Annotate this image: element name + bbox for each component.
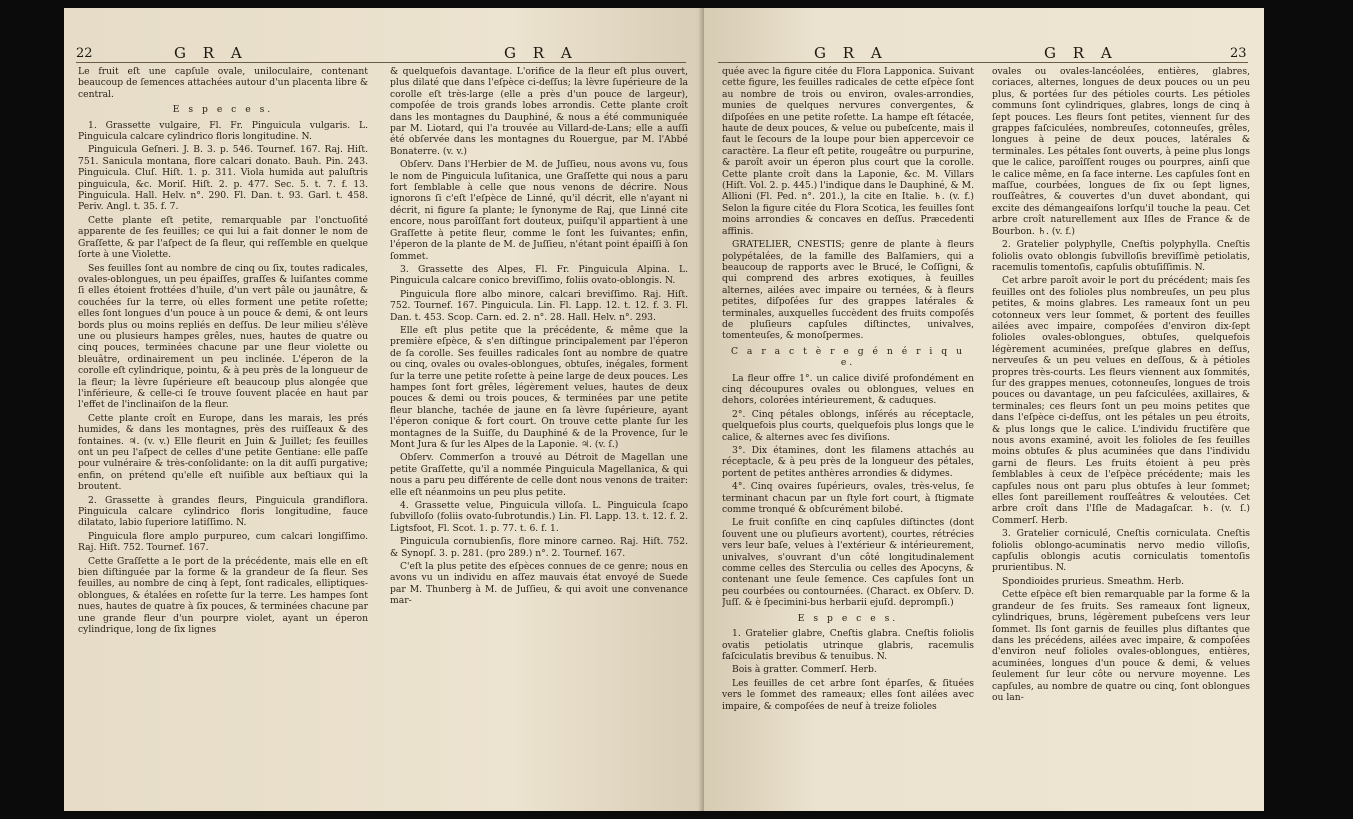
right-column-1 xyxy=(722,66,974,806)
paragraph: quée avec la figure citée du Flora Lapponica. Suivant cette figure, les feuilles radicales de cette eſpèce ſont au nombre de trois ou environ, ovales-arrondies, munies de quelques nervures convergentes, & diſpoſées en une petite roſette. La hampe eſt ſétacée, haute de deux pouces, & velue ou pubeſcente, mais il faut le ſecours de la loupe pour bien appercevoir ce caractère. La fleur eſt petite, rougeâtre ou purpurine, & paroît avoir un éperon plus court que la corolle. Cette plante croît dans la Laponie, &c. M. Villars (Hiſt. Vol. 2. p. 445.) l'indique dans le Dauphiné, & M. Allioni (Fl. Ped. n°. 201.), la cite en Italie. ♄. (v. f.) Selon la figure citée du Flora Scotica, les feuilles ſont moins arrondies & concaves en deſſus. Præcedenti affinis. xyxy=(722,66,974,237)
right-header-rule xyxy=(718,62,1248,63)
paragraph: 2°. Cinq pétales oblongs, inſérés au réceptacle, quelquefois plus courts, quelquefois plus longs que le calice, & alternes avec ſes diviſions. xyxy=(722,408,974,443)
left-column-1 xyxy=(78,66,368,806)
paragraph: 2. Gratelier polyphylle, Cneſtis polyphylla. Cneſtis foliolis ovato oblongis ſubvilloſis breviſſimè petiolatis, racemulis tomentoſis, capſulis obtuſiſſimis. N. xyxy=(992,239,1250,273)
paragraph: 3°. Dix étamines, dont les filamens attachés au réceptacle, & à peu près de la longueur des pétales, portent de petites anthères arrondies & didymes. xyxy=(722,445,974,479)
section-heading: E s p e c e s. xyxy=(172,104,274,116)
paragraph: Pinguicula flore amplo purpureo, cum calcari longiſſimo. Raj. Hiſt. 752. Tournef. 167. xyxy=(78,530,368,554)
paragraph: 4°. Cinq ovaires ſupérieurs, ovales, très-velus, ſe terminant chacun par un ſtyle fort court, à ſtigmate comme tronqué & obſcurément bilobé. xyxy=(722,481,974,516)
paragraph: La fleur offre 1°. un calice diviſé profondément en cinq découpures ovales ou oblongues, velues en dehors, colorées intérieurement, & caduques. xyxy=(722,372,974,407)
paragraph: 3. Grassette des Alpes, Fl. Fr. Pinguicula Alpina. L. Pinguicula calcare conico breviſſimo, foliis ovato-oblongis. N. xyxy=(390,263,688,287)
paragraph: Cet arbre paroît avoir le port du précédent; mais ſes feuilles ont des folioles plus nombreuſes, un peu plus petites, & moins glabres. Les rameaux ſont un peu cotonneux vers leur ſommet, & portent des feuilles ailées avec impaire, compoſées d'environ dix-ſept folioles ovales-oblongues, obtuſes, quelquefois légèrement acuminées, preſque glabres en deſſus, nerveuſes & un peu velues en deſſous, & à pétioles propres très-courts. Les fleurs viennent aux ſommités, ſur des grappes menues, cotonneuſes, longues de trois pouces ou davantage, un peu faſciculées, axillaires, & terminales; ces fleurs ſont un peu moins petites que dans l'eſpèce ci-deſſus, ont les pétales un peu étroits, & plus longs que le calice. L'individu fructifère que nous avons examiné, avoit les folioles de ſes feuilles moins obtuſes & plus acuminées que dans l'individu garni de fleurs. Les fruits étoient à peu près ſemblables à ceux de l'eſpèce précédente; mais les capſules nous ont paru plus obtuſes à leur ſommet; elles ſont pareillement rouſſeâtres & veloutées. Cet arbre croît dans l'Iſle de Madagaſcar. ♄. (v. ſ.) Commerſ. Herb. xyxy=(992,275,1250,526)
right-page xyxy=(704,8,1264,811)
left-col1-running-head: G R A xyxy=(174,44,248,62)
paragraph: Les feuilles de cet arbre ſont éparſes, & ſituées vers le ſommet des rameaux; elles ſont ailées avec impaire, & compoſées de neuf à treize folioles xyxy=(722,677,974,712)
left-col2-running-head: G R A xyxy=(504,44,578,62)
paragraph: Pinguicula cornubienſis, flore minore carneo. Raj. Hiſt. 752. & Synopſ. 3. p. 281. (pro 289.) n°. 2. Tournef. 167. xyxy=(390,536,688,559)
paragraph: Ses feuilles ſont au nombre de cinq ou ſix, toutes radicales, ovales-oblongues, un peu épaiſſes, graſſes & luiſantes comme ſi elles étoient frottées d'huile, d'un vert pâle ou jaunâtre, & couchées ſur la terre, où elles forment une petite roſette; elles ſont longues d'un pouce à un pouce & demi, & ont leurs bords plus ou moins repliés en deſſus. De leur milieu s'élève une ou plusieurs hampes grêles, nues, hautes de quatre ou cinq pouces, terminées chacune par une fleur violette ou bleuâtre, ordinairement un peu inclinée. L'éperon de la corolle eſt cylindrique, pointu, & à peu près de la longueur de la fleur; la lèvre ſupérieure eſt beaucoup plus alongée que l'inférieure, & celle-ci ſe trouve ſouvent placée en haut par l'effet de l'inclinaiſon de la fleur. xyxy=(78,262,368,411)
right-page-number: 23 xyxy=(1230,46,1247,61)
paragraph: C'eſt la plus petite des eſpèces connues de ce genre; nous en avons vu un individu en aſſez mauvais état envoyé de Suede par M. Thunberg à M. de Juſſieu, & qui avoit une convenance mar- xyxy=(390,561,688,607)
left-header-rule xyxy=(76,62,686,63)
left-column-2 xyxy=(390,66,688,806)
left-page xyxy=(64,8,704,811)
paragraph: Cette plante eſt petite, remarquable par l'onctuoſité apparente de ſes feuilles; ce qui lui a fait donner le nom de Graſſette, & par l'aſpect de ſa fleur, qui reſſemble en quelque ſorte à une Violette. xyxy=(78,214,368,261)
paragraph: 3. Gratelier corniculé, Cneſtis corniculata. Cneſtis foliolis oblongo-acuminatis nervo medio villoſis, capſulis oblongis acutis corniculatis tomentoſis prurientibus. N. xyxy=(992,528,1250,574)
right-column-2 xyxy=(992,66,1250,806)
right-col1-running-head: G R A xyxy=(814,44,888,62)
book-spread xyxy=(8,8,1345,811)
paragraph: Cette Graſſette a le port de la précédente, mais elle en eſt bien diſtinguée par la forme & la grandeur de ſa fleur. Ses feuilles, au nombre de cinq à ſept, ſont radicales, elliptiques-oblongues, & étalées en roſette ſur la terre. Les hampes ſont nues, hautes de quatre à ſix pouces, & terminées chacune par une grande fleur d'un pourpre violet, ayant un éperon cylindrique, long de ſix lignes xyxy=(78,555,368,636)
paragraph: Elle eſt plus petite que la précédente, & même que la première eſpèce, & s'en diſtingue principalement par l'éperon de ſa corolle. Ses feuilles radicales ſont au nombre de quatre ou cinq, ovales ou ovales-oblongues, obtuſes, inégales, forment ſur la terre une petite roſette à peine large de deux pouces. Les hampes ſont fort grêles, légèrement velues, hautes de deux pouces & demi ou trois pouces, & terminées par une petite fleur blanche, tachée de jaune en ſa lèvre ſupérieure, ayant l'éperon conique & fort court. On trouve cette plante ſur les montagnes de la Suiſſe, du Dauphiné & de la Provence, ſur le Mont Jura & ſur les Alpes de la Laponie. ♃. (v. ſ.) xyxy=(390,324,688,450)
paragraph: Obſerv. Dans l'Herbier de M. de Juſſieu, nous avons vu, ſous le nom de Pinguicula luſitanica, une Graſſette qui nous a paru fort ſemblable à celle que nous venons de décrire. Nous ignorons ſi c'eſt l'eſpèce de Linné, qu'il décrit, elle n'ayant ni décrit, ni figure ſa plante; le ſynonyme de Raj, que Linné cite encore, nous paroîſſant fort douteux, puiſqu'il appartient à une Graſſette à petite fleur, comme le ſont les ſuivantes; enfin, l'éperon de la plante de M. de Juſſieu, n'étant point épaiſſi à ſon ſommet. xyxy=(390,159,688,262)
left-page-number: 22 xyxy=(76,46,93,61)
paragraph: ovales ou ovales-lancéolées, entières, glabres, coriaces, alternes, longues de deux pouces ou un peu plus, & portées ſur des pétioles courts. Les pétioles communs ſont cylindriques, glabres, longs de cinq à ſept pouces. Les fleurs ſont petites, viennent ſur des grappes faſciculées, nombreuſes, cotonneuſes, grêles, longues à peine de deux pouces, latérales & terminales. Les pétales ſont ouverts, à peine plus longs que le calice, paroîſſent rouges ou pourpres, ainſi que le calice même, en ſa face interne. Les capſules ſont en maſſue, courbées, longues de ſix ou ſept lignes, rouſſeâtres, & couvertes d'un duvet abondant, qui excite des démangeaiſons lorſqu'il touche la peau. Cet arbre croît naturellement aux Iſles de France & de Bourbon. ♄. (v. f.) xyxy=(992,66,1250,237)
paragraph: Spondioides prurieus. Smeathm. Herb. xyxy=(1002,575,1185,587)
paragraph: Pinguicula Geſneri. J. B. 3. p. 546. Tournef. 167. Raj. Hiſt. 751. Sanicula montana, flore calcari donato. Bauh. Pin. 243. Pinguicula. Cluſ. Hiſt. 1. p. 311. Viola humida aut paluſtris pinguicula, &c. Moriſ. Hiſt. 2. p. 477. Sec. 5. t. 7. f. 13. Pinguicula. Hall. Helv. n°. 290. Fl. Dan. t. 93. Garl. t. 458. Periv. Angl. t. 35. f. 7. xyxy=(78,144,368,213)
paragraph: Cette plante croît en Europe, dans les marais, les prés humides, & dans les montagnes, près des ruiſſeaux & des fontaines. ♃. (v. v.) Elle fleurit en Juin & Juillet; ſes feuilles ont un peu l'aſpect de celles d'une petite Gentiane: elle paſſe pour vulnéraire & très-conſolidante: on la dit auſſi purgative; enfin, on prétend qu'elle eſt nuiſible aux beſtiaux qui la broutent. xyxy=(78,412,368,493)
paragraph: Le fruit conſiſte en cinq capſules diſtinctes (dont ſouvent une ou pluſieurs avortent), courtes, rétrécies vers leur baſe, velues à l'extérieur & intérieurement, univalves, s'ouvrant d'un côté longitudinalement comme celles des Sterculia ou celles des Apocyns, & contenant une ſeule ſemence. Ces capſules ſont un peu courbées ou contournées. (Charact. ex Obſerv. D. Juſſ. & è ſpecimini-bus herbarii ejuſd. deprompſi.) xyxy=(722,517,974,609)
paragraph: GRATELIER, CNESTIS; genre de plante à fleurs polypétalées, de la famille des Balſamiers, qui a beaucoup de rapports avec le Brucé, le Coſſigni, & qui comprend des arbres exotiques, à feuilles alternes, ailées avec impaire ou ternées, & à fleurs petites, diſpoſées ſur des grappes latérales & terminales, auxquelles ſuccèdent des fruits compoſés de pluſieurs capſules diſtinctes, univalves, tomenteuſes, & monoſpermes. xyxy=(722,239,974,342)
section-heading: C a r a c t è r e g é n é r i q u e. xyxy=(730,345,965,369)
paragraph: Cette eſpèce eſt bien remarquable par la forme & la grandeur de ſes fruits. Ses rameaux ſont ligneux, cylindriques, bruns, légèrement pubeſcens vers leur ſommet. Ils ſont garnis de feuilles plus diſtantes que dans les précédens, ailées avec impaire, & compoſées d'environ neuf folioles ovales-oblongues, entières, acuminées, longues d'un pouce & demi, & velues ſeulement ſur leur côte ou nervure moyenne. Les capſules, au nombre de quatre ou cinq, ſont oblongues ou lan- xyxy=(992,589,1250,703)
paragraph: Bois à gratter. Commerſ. Herb. xyxy=(732,664,877,676)
paragraph: Pinguicula flore albo minore, calcari breviſſimo. Raj. Hiſt. 752. Tournef. 167. Pinguicula. Lin. Fl. Lapp. 12. t. 12. f. 3. Fl. Dan. t. 453. Scop. Carn. ed. 2. n°. 28. Hall. Helv. n°. 293. xyxy=(390,288,688,323)
paragraph: 1. Grassette vulgaire, Fl. Fr. Pinguicula vulgaris. L. Pinguicula calcare cylindrico floris longitudine. N. xyxy=(78,119,368,143)
paragraph: Obſerv. Commerſon a trouvé au Détroit de Magellan une petite Graſſette, qu'il a nommée Pinguicula Magellanica, & qui nous a paru peu différente de celle dont nous venons de traiter: elle eſt néanmoins un peu plus petite. xyxy=(390,452,688,498)
right-col2-running-head: G R A xyxy=(1044,44,1118,62)
paragraph: 2. Grassette à grandes fleurs, Pinguicula grandiflora. Pinguicula calcare cylindrico floris longitudine, fauce dilatato, labio ſuperiore latiſſimo. N. xyxy=(78,494,368,529)
paragraph: & quelquefois davantage. L'orifice de la fleur eſt plus ouvert, plus dilaté que dans l'eſpèce ci-deſſus; la lèvre ſupérieure de la corolle eſt très-large (elle a près d'un pouce de largeur), compoſée de trois grands lobes arrondis. Cette plante croît dans les montagnes du Dauphiné, & nous a été communiquée par M. Liotard, qui l'a trouvée au Villard-de-Lans; elle a auſſi été obſervée dans les montagnes du Rouergue, par M. l'Abbé Bonaterre. (v. v.) xyxy=(390,66,688,157)
paragraph: 4. Grassette velue, Pinguicula villoſa. L. Pinguicula ſcapo ſubvilloſo (foliis ovato-ſubrotundis.) Lin. Fl. Lapp. 13. t. 12. f. 2. Ligtsfoot, Fl. Scot. 1. p. 77. t. 6. f. 1. xyxy=(390,500,688,534)
paragraph: 1. Gratelier glabre, Cneſtis glabra. Cneſtis foliolis ovatis petiolatis utrinque glabris, racemulis faſciculatis brevibus & tenuibus. N. xyxy=(722,628,974,662)
section-heading: E s p e c e s. xyxy=(797,612,899,624)
paragraph: Le fruit eſt une capſule ovale, uniloculaire, contenant beaucoup de ſemences attachées autour d'un placenta libre & central. xyxy=(78,66,368,100)
